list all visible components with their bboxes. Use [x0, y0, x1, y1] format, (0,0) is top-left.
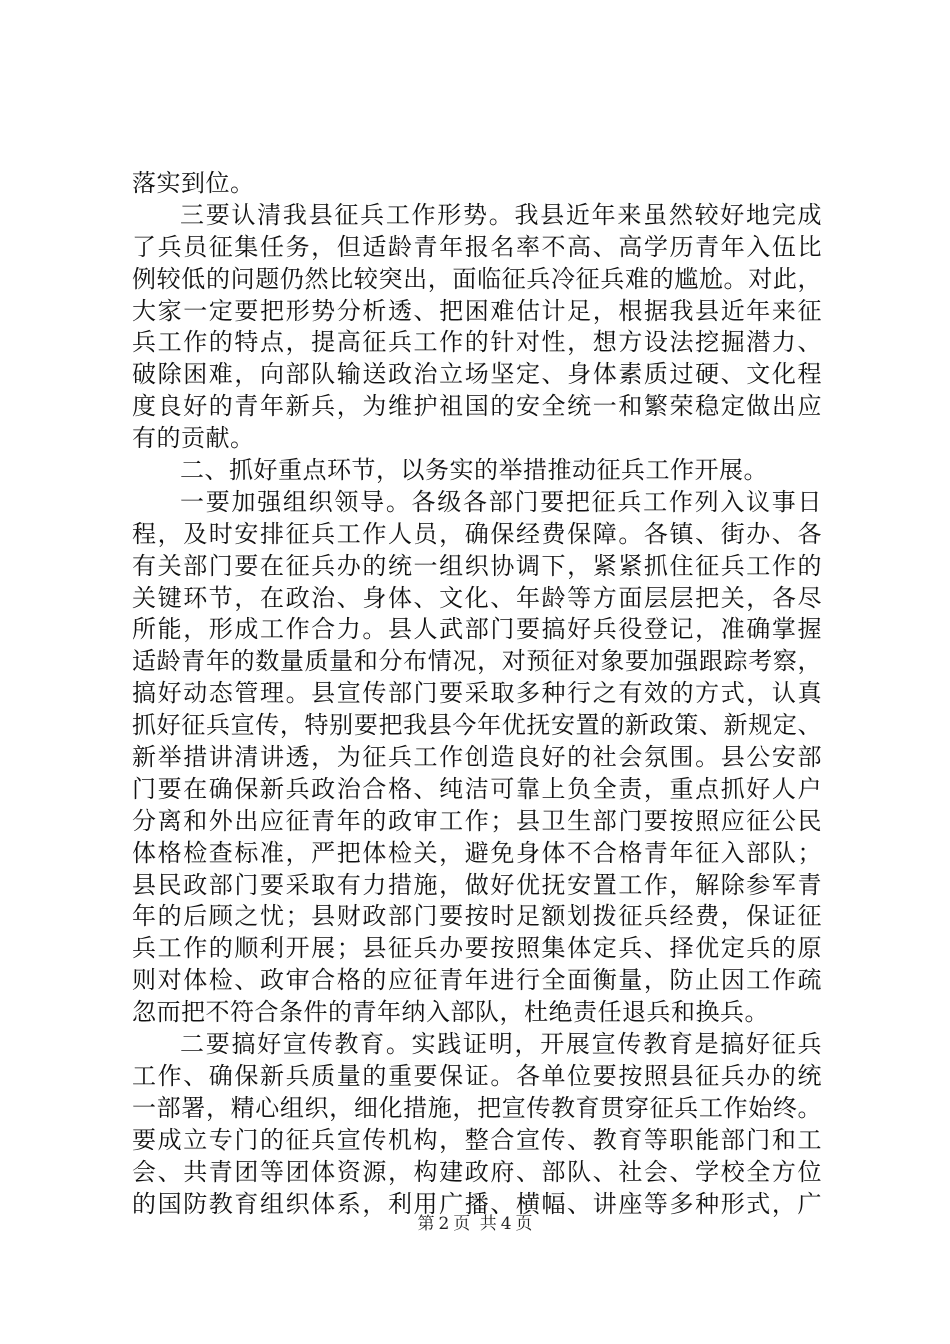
paragraph-line: 程，及时安排征兵工作人员，确保经费保障。各镇、街办、各 — [132, 519, 822, 548]
paragraph-line: 一部署，精心组织，细化措施，把宣传教育贯穿征兵工作始终。 — [132, 1093, 822, 1122]
paragraph-line: 新举措讲清讲透，为征兵工作创造良好的社会氛围。县公安部 — [132, 743, 822, 772]
paragraph-line: 关键环节，在政治、身体、文化、年龄等方面层层把关，各尽 — [132, 583, 822, 612]
paragraph-line: 度良好的青年新兵，为维护祖国的安全统一和繁荣稳定做出应 — [132, 392, 822, 421]
paragraph-line: 例较低的问题仍然比较突出，面临征兵冷征兵难的尴尬。对此， — [132, 264, 822, 293]
paragraph-line: 则对体检、政审合格的应征青年进行全面衡量，防止因工作疏 — [132, 966, 822, 995]
page-label-prefix: 第 — [417, 1214, 435, 1234]
document-body — [132, 168, 822, 1220]
paragraph-line: 适龄青年的数量质量和分布情况，对预征对象要加强跟踪考察， — [132, 647, 822, 676]
paragraph-line: 门要在确保新兵政治合格、纯洁可靠上负全责，重点抓好人户 — [132, 774, 822, 803]
section-heading: 二、抓好重点环节，以务实的举措推动征兵工作开展。 — [180, 456, 768, 485]
paragraph-line: 落实到位。 — [132, 169, 255, 197]
paragraph-line: 的国防教育组织体系，利用广播、横幅、讲座等多种形式，广 — [132, 1189, 822, 1218]
paragraph-line: 要成立专门的征兵宣传机构，整合宣传、教育等职能部门和工 — [132, 1125, 822, 1154]
page-label-suffix: 页 — [453, 1214, 471, 1234]
paragraph-line: 三要认清我县征兵工作形势。我县近年来虽然较好地完成 — [180, 200, 822, 229]
paragraph-line: 兵工作的顺利开展；县征兵办要按照集体定兵、择优定兵的原 — [132, 934, 822, 963]
paragraph-line: 有的贡献。 — [132, 424, 255, 453]
paragraph-line: 忽而把不符合条件的青年纳入部队，杜绝责任退兵和换兵。 — [132, 998, 769, 1027]
paragraph-line: 县民政部门要采取有力措施，做好优抚安置工作，解除参军青 — [132, 870, 822, 899]
paragraph-line: 年的后顾之忧；县财政部门要按时足额划拨征兵经费，保证征 — [132, 902, 822, 931]
paragraph-line: 所能，形成工作合力。县人武部门要搞好兵役登记，准确掌握 — [132, 615, 822, 644]
paragraph-line: 会、共青团等团体资源，构建政府、部队、社会、学校全方位 — [132, 1157, 822, 1186]
paragraph-line: 体格检查标准，严把体检关，避免身体不合格青年征入部队； — [132, 838, 822, 867]
paragraph-line: 一要加强组织领导。各级各部门要把征兵工作列入议事日 — [180, 487, 822, 516]
paragraph-line: 工作、确保新兵质量的重要保证。各单位要按照县征兵办的统 — [132, 1061, 822, 1090]
page-number: 2 — [438, 1214, 450, 1234]
paragraph-line: 大家一定要把形势分析透、把困难估计足，根据我县近年来征 — [132, 296, 822, 325]
total-label-prefix: 共 — [479, 1214, 497, 1234]
paragraph-line: 二要搞好宣传教育。实践证明，开展宣传教育是搞好征兵 — [180, 1030, 822, 1059]
paragraph-line: 兵工作的特点，提高征兵工作的针对性，想方设法挖掘潜力、 — [132, 328, 822, 357]
paragraph-line: 有关部门要在征兵办的统一组织协调下，紧紧抓住征兵工作的 — [132, 551, 822, 580]
paragraph-line: 了兵员征集任务，但适龄青年报名率不高、高学历青年入伍比 — [132, 232, 822, 261]
paragraph-line: 分离和外出应征青年的政审工作；县卫生部门要按照应征公民 — [132, 806, 822, 835]
paragraph-line: 破除困难，向部队输送政治立场坚定、身体素质过硬、文化程 — [132, 360, 822, 389]
paragraph-line: 抓好征兵宣传，特别要把我县今年优抚安置的新政策、新规定、 — [132, 711, 822, 740]
page-footer — [0, 1213, 950, 1235]
total-pages: 4 — [500, 1214, 512, 1234]
paragraph-line: 搞好动态管理。县宣传部门要采取多种行之有效的方式，认真 — [132, 679, 822, 708]
total-label-suffix: 页 — [515, 1214, 533, 1234]
